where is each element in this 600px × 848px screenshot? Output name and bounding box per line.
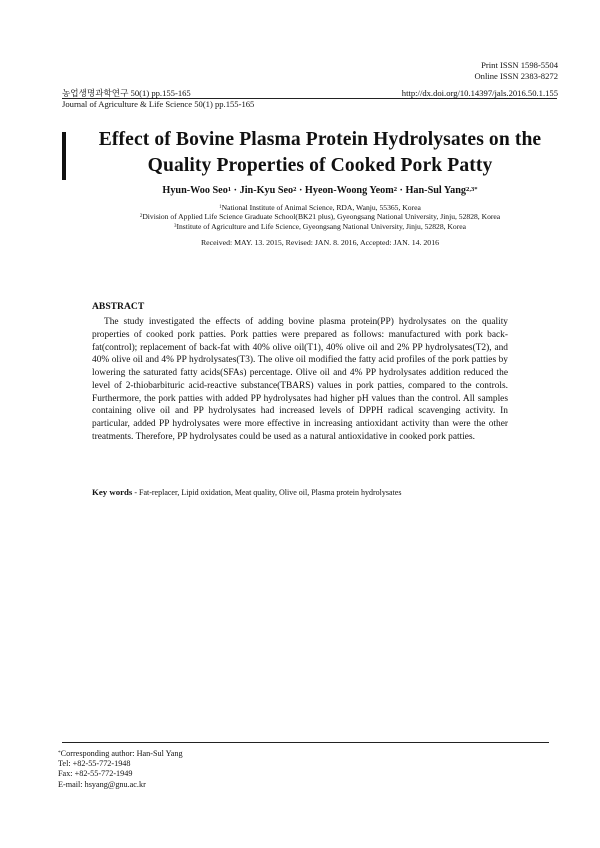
title-side-bar	[62, 132, 66, 180]
author-separator: ·	[397, 185, 406, 196]
footnote-rule	[62, 742, 549, 743]
abstract-heading: ABSTRACT	[92, 301, 145, 312]
author-separator: ·	[231, 185, 240, 196]
english-journal-citation: Journal of Agriculture & Life Science 50(1) pp.155-165	[62, 99, 255, 109]
telephone: Tel: +82-55-772-1948	[58, 759, 131, 769]
author-sup: 2,3*	[466, 185, 478, 193]
affiliation-sup: 3	[174, 224, 177, 230]
print-issn: Print ISSN 1598-5504	[481, 60, 558, 70]
affiliation-text: National Institute of Animal Science, RDA, Wanju, 55365, Korea	[221, 203, 421, 212]
corresponding-author: *Corresponding author: Han-Sul Yang	[58, 749, 183, 758]
keywords-text: - Fat-replacer, Lipid oxidation, Meat quality, Olive oil, Plasma protein hydrolysates	[134, 488, 402, 497]
affiliation-2	[60, 212, 580, 221]
author-separator: ·	[296, 185, 305, 196]
paper-title	[70, 127, 570, 179]
author-name: Hyun-Woo Seo	[162, 185, 228, 196]
author-sup: 2	[393, 185, 397, 193]
author-list	[70, 185, 570, 197]
title-line-1: Effect of Bovine Plasma Protein Hydrolysates on the	[98, 129, 542, 150]
issn-block	[474, 60, 558, 81]
affiliation-sup: 2	[139, 214, 143, 220]
author-name: Jin-Kyu Seo	[239, 185, 294, 196]
affiliation-text: Institute of Agriculture and Life Science, Gyeongsang National University, Jinju, 52828, Korea	[176, 222, 466, 231]
affiliation-1	[60, 203, 580, 212]
abstract-body: The study investigated the effects of adding bovine plasma protein(PP) hydrolysates on the quality properties of cooked pork patties. Pork patties were prepared as follows: manufactured with pork back-fat(control); replacement of back-fat with 40% olive oil(T1), 40% olive oil and 2% PP hydrolysates(T2), and 40% olive oil and 4% PP hydrolysates(T3). The olive oil modified the fatty acid profiles of the pork patties by lowering the saturated fatty acids(SFAs) percentage. Olive oil and 4% PP hydrolysates addition reduced the level of 2-thiobarbituric acid-reactive substance(TBARS) values in pork patties, compared to the controls. Furthermore, the pork patties with added PP hydrolysates had higher pH values than the control. All samples containing olive oil and PP hydrolysates had increased levels of DPPH radical scavenging activity. In particular, added PP hydrolysates were more effective in increasing antioxidant activity than were the other treatments. Therefore, PP hydrolysates could be used as a natural antioxidative in cooked pork patties.	[92, 317, 508, 442]
email-address[interactable]: E-mail: hsyang@gnu.ac.kr	[58, 779, 146, 789]
affiliation-text: Division of Applied Life Science Graduate School(BK21 plus), Gyeongsang National University, Jinju, 52828, Korea	[142, 212, 501, 221]
author-sup: 2	[293, 185, 297, 193]
title-line-2: Quality Properties of Cooked Pork Patty	[147, 155, 493, 176]
affiliation-sup: 1	[219, 205, 222, 211]
online-issn: Online ISSN 2383-8272	[474, 70, 558, 81]
footnote-sup: *	[58, 750, 61, 757]
doi-link[interactable]: http://dx.doi.org/10.14397/jals.2016.50.1.155	[401, 88, 558, 98]
affiliation-3	[60, 222, 580, 231]
footnote	[58, 749, 183, 790]
submission-dates: Received: MAY. 13. 2015, Revised: JAN. 8. 2016, Accepted: JAN. 14. 2016	[200, 238, 439, 247]
keywords-label: Key words	[92, 487, 133, 497]
keywords	[92, 487, 401, 498]
author-sup: 1	[227, 185, 232, 193]
author-name: Han-Sul Yang	[405, 185, 466, 196]
author-name: Hyeon-Woong Yeom	[304, 185, 394, 196]
korean-journal-citation: 농업생명과학연구 50(1) pp.155-165	[62, 88, 191, 98]
fax: Fax: +82-55-772-1949	[58, 769, 133, 779]
